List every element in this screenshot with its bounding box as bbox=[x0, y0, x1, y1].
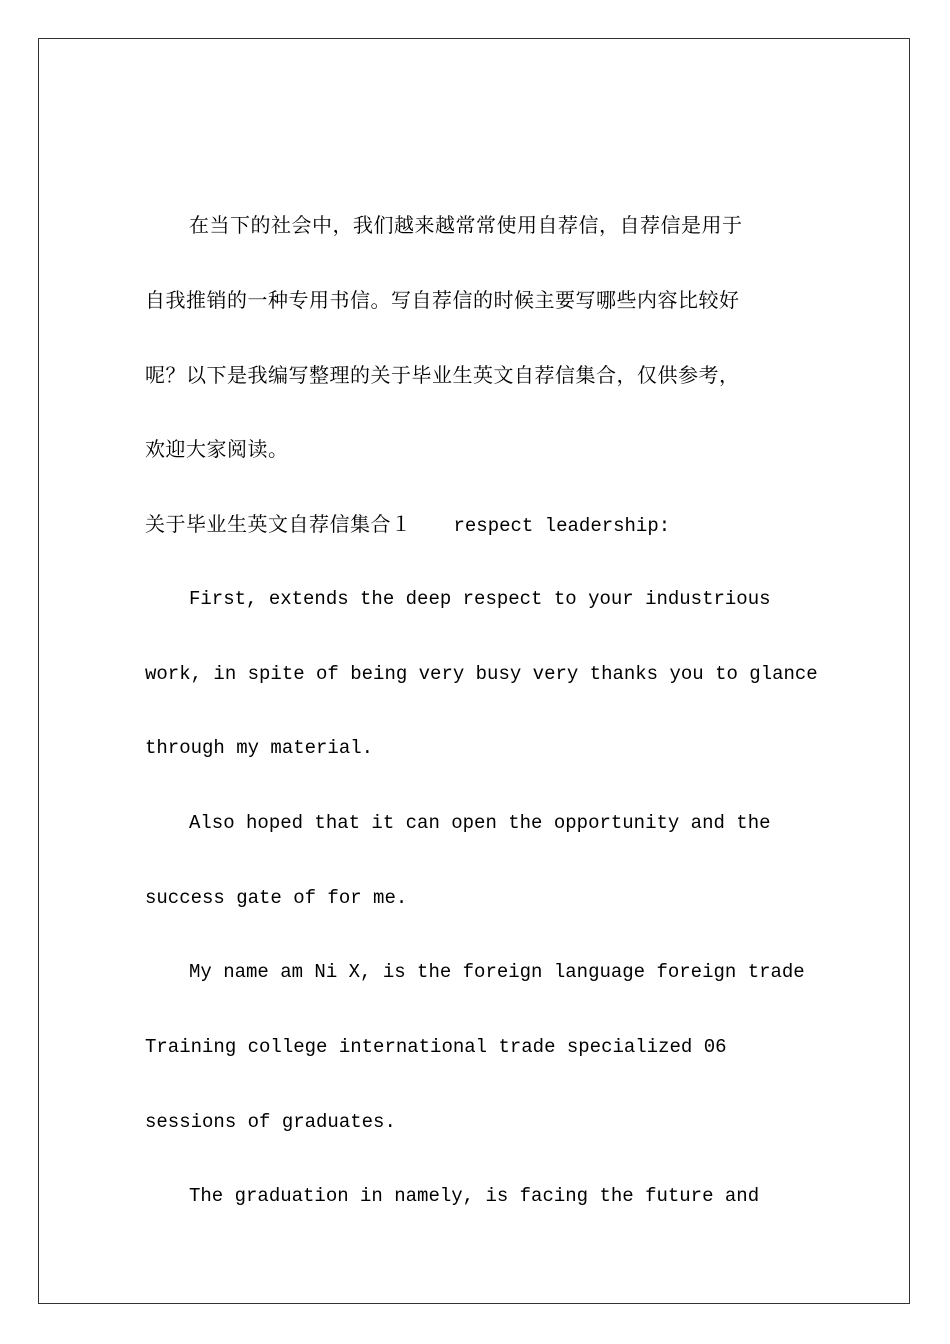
body-line-1: First, extends the deep respect to your industrious bbox=[189, 588, 771, 610]
body-line-4: Also hoped that it can open the opportunity and the bbox=[189, 812, 771, 834]
salutation: respect leadership: bbox=[453, 515, 671, 537]
intro-line-2: 自我推销的一种专用书信。写自荐信的时候主要写哪些内容比较好 bbox=[145, 288, 740, 312]
body-line-5: success gate of for me. bbox=[145, 887, 408, 909]
section-heading bbox=[145, 512, 670, 538]
section-title: 关于毕业生英文自荐信集合１ bbox=[145, 512, 412, 536]
intro-line-4: 欢迎大家阅读。 bbox=[145, 437, 289, 461]
body-line-6: My name am Ni X, is the foreign language foreign trade bbox=[189, 961, 805, 983]
intro-line-1: 在当下的社会中，我们越来越常常使用自荐信，自荐信是用于 bbox=[189, 213, 743, 237]
body-line-2: work, in spite of being very busy very thanks you to glance bbox=[145, 663, 818, 685]
body-line-8: sessions of graduates. bbox=[145, 1111, 396, 1133]
body-line-7: Training college international trade specialized 06 bbox=[145, 1036, 727, 1058]
intro-line-3: 呢？以下是我编写整理的关于毕业生英文自荐信集合，仅供参考， bbox=[145, 363, 740, 387]
body-line-3: through my material. bbox=[145, 737, 374, 759]
body-line-9: The graduation in namely, is facing the future and bbox=[189, 1185, 760, 1207]
